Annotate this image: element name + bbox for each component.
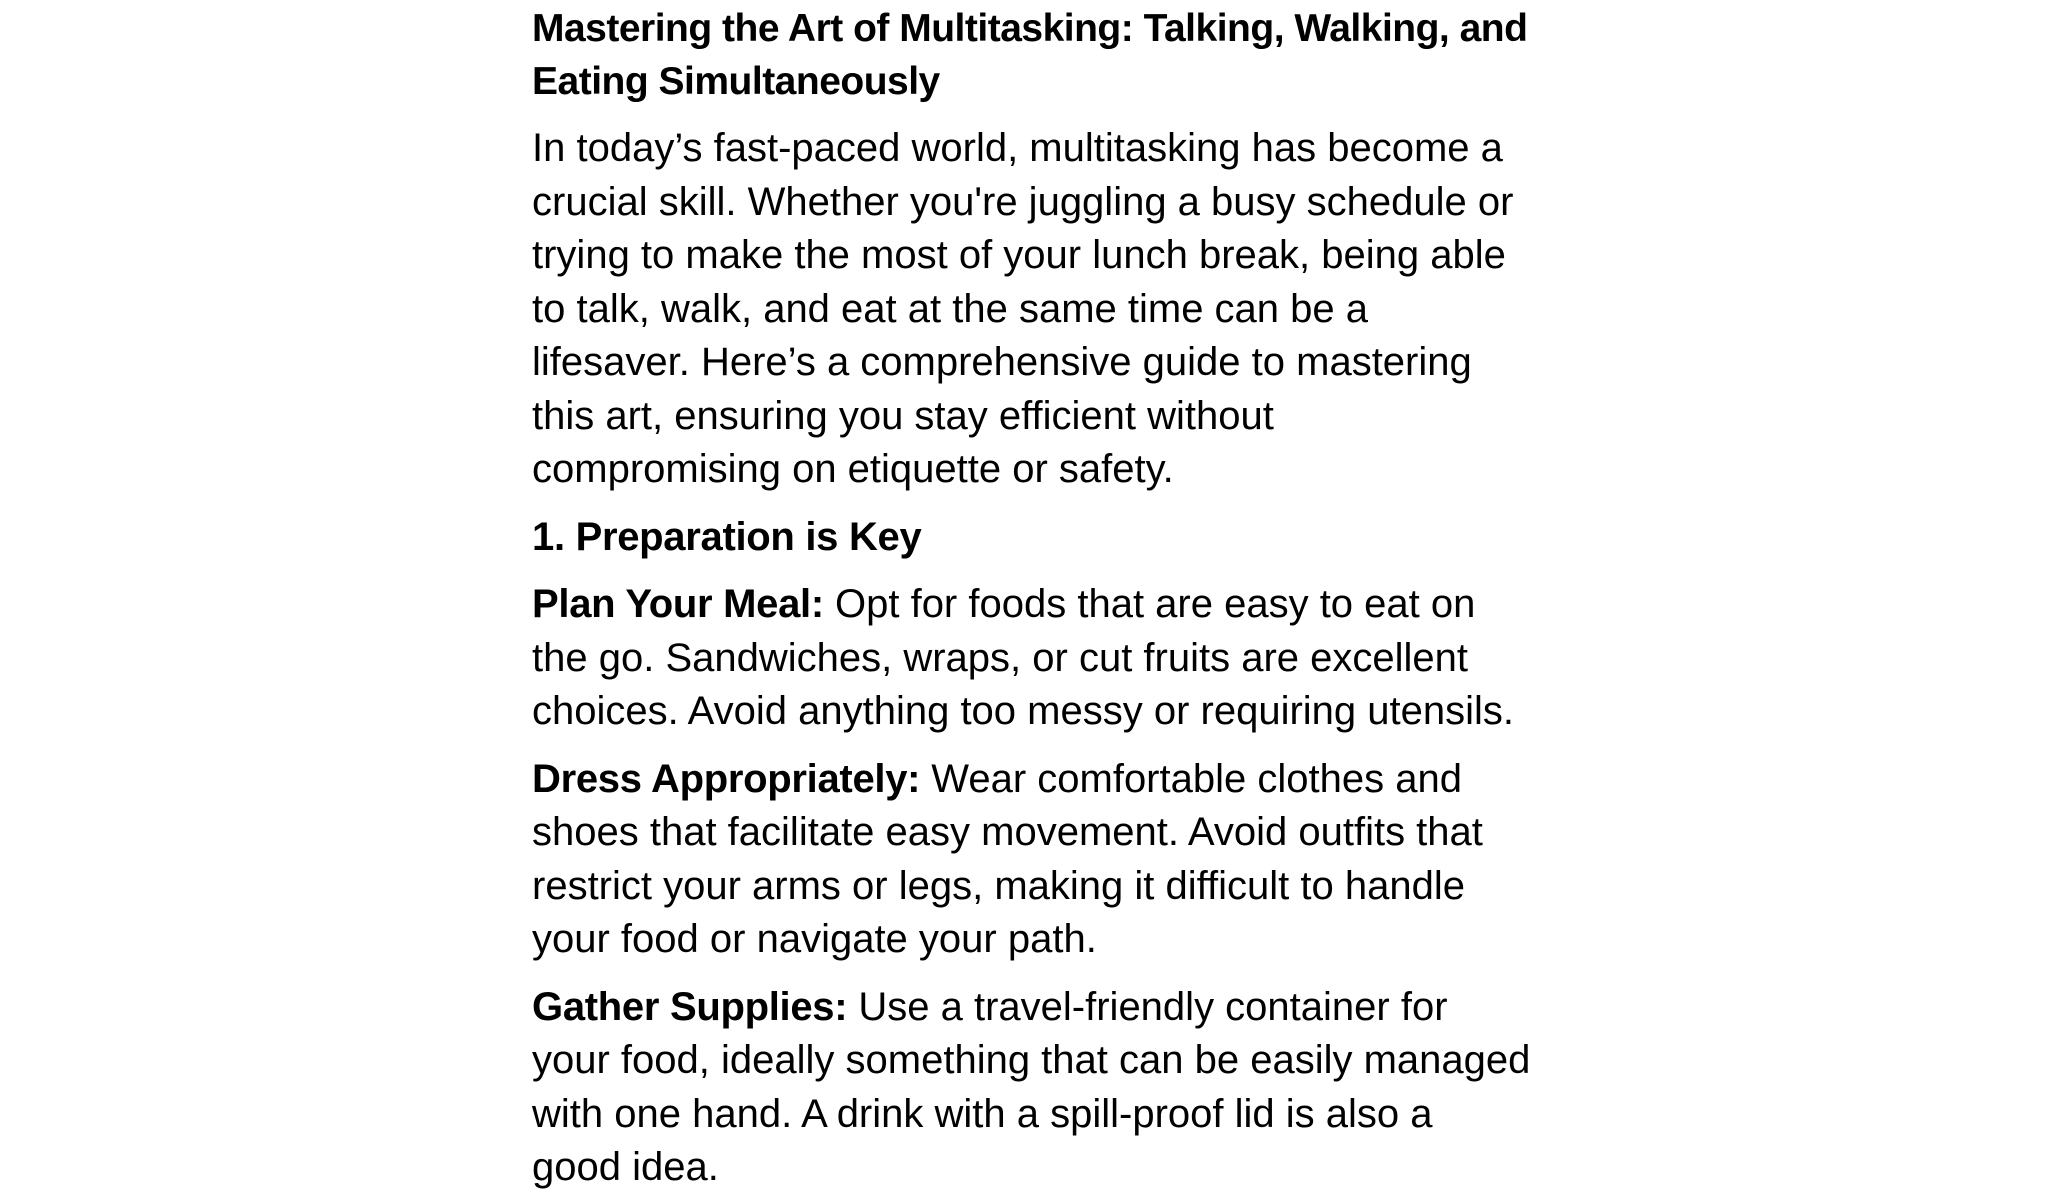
tip-dress [532, 753, 1532, 967]
tip-text: Wear comfortable clothes and shoes that facilitate easy movement. Avoid outfits that restrict your arms or legs, making it difficult to handle your food or navigate your path. [532, 756, 1483, 961]
intro-paragraph: In today’s fast-paced world, multitasking has become a crucial skill. Whether you're juggling a busy schedule or trying to make the most of your lunch break, being able to talk, walk, and eat at the same time can be a lifesaver. Here’s a comprehensive guide to mastering this art, ensuring you stay efficient without compromising on etiquette or safety. [532, 126, 1514, 491]
tip-plan-meal [532, 578, 1532, 739]
tip-lead: Plan Your Meal: [532, 582, 824, 626]
article-title: Mastering the Art of Multitasking: Talking, Walking, and Eating Simultaneously [532, 7, 1528, 103]
article [532, 0, 1532, 1195]
tip-supplies [532, 981, 1532, 1195]
tip-text: Opt for foods that are easy to eat on the go. Sandwiches, wraps, or cut fruits are excellent choices. Avoid anything too messy or requiring utensils. [532, 582, 1515, 733]
tip-lead: Dress Appropriately: [532, 756, 921, 801]
tip-lead: Gather Supplies: [532, 984, 848, 1029]
section-heading: 1. Preparation is Key [532, 514, 922, 559]
tip-text: Use a travel-friendly container for your food, ideally something that can be easily managed with one hand. A drink with a spill-proof lid is also a good idea. [532, 984, 1531, 1189]
